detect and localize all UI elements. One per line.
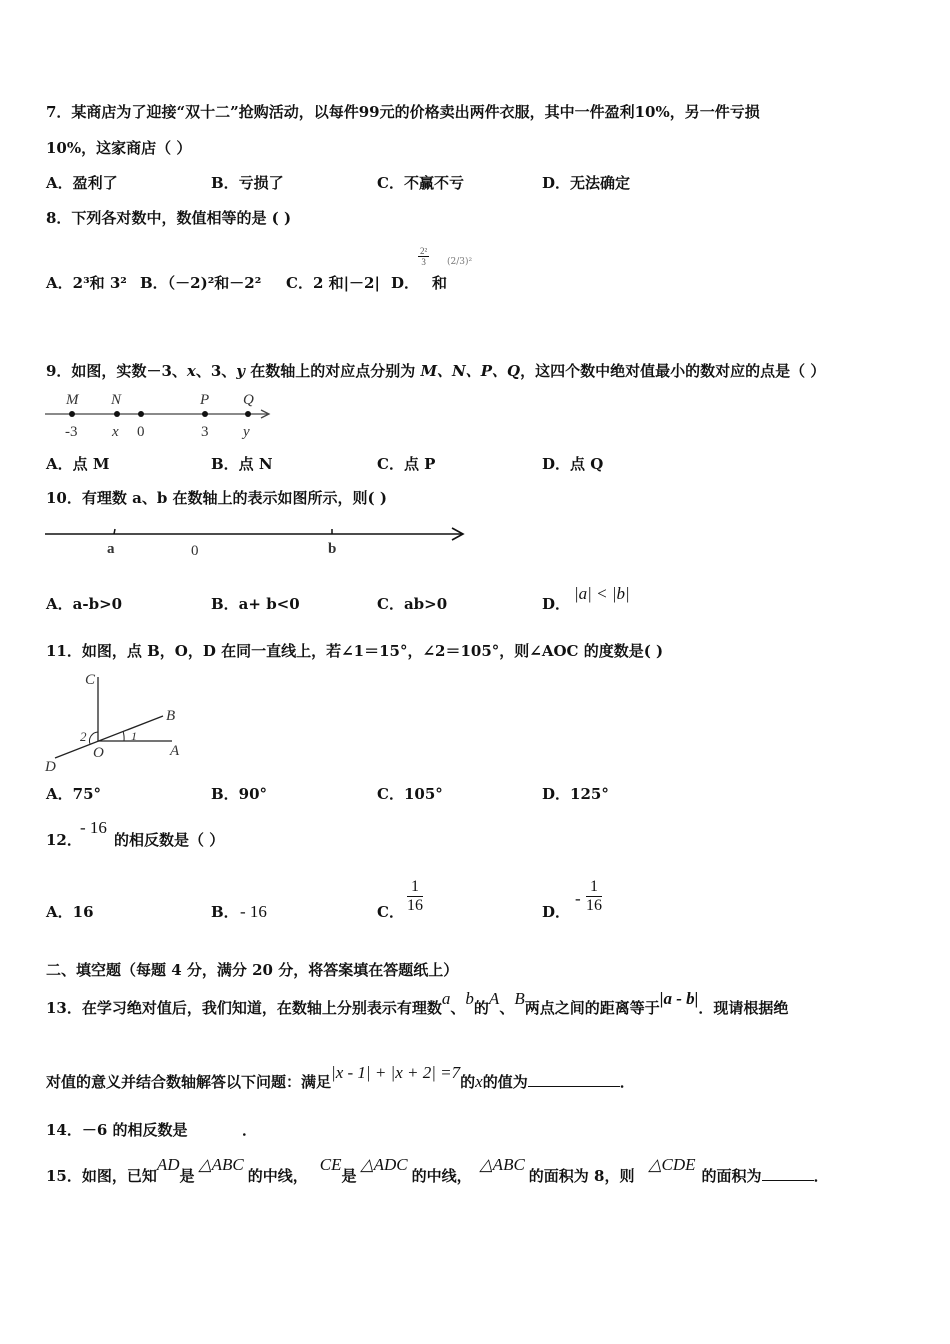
label-2: 2 (80, 729, 87, 744)
q12-option-b-label: B． (211, 903, 239, 921)
q11-stem: 11．如图，点 B，O，D 在同一直线上，若∠1＝15°，∠2＝105°，则∠AOC 的度数是( ) (46, 642, 664, 660)
q13-line2-mid: 的 (460, 1073, 476, 1091)
q15-text5: 的中线， (411, 1167, 472, 1185)
q15-text3: 的中线， (247, 1167, 308, 1185)
label-d: D (45, 759, 56, 775)
label-y: y (243, 424, 250, 440)
q15-text2: 是 (179, 1167, 195, 1185)
q8-option-a: A．2³和 3² (46, 274, 127, 292)
q7-option-d: D．无法确定 (542, 174, 631, 192)
sep: 、 (499, 999, 515, 1017)
triangle-cde: △CDE (648, 1155, 696, 1174)
section-fill-in-heading: 二、填空题（每题 4 分，满分 20 分，将答案填在答题纸上） (46, 961, 459, 979)
answer-blank (528, 1086, 620, 1087)
q8-option-d-label: D． (391, 274, 420, 292)
q11-option-b: B．90° (211, 785, 268, 803)
label-b: B (166, 708, 176, 724)
q9-stem-post: ，这四个数中绝对值最小的数对应的点是（ ） (520, 362, 826, 380)
q12-number: 12． (46, 831, 82, 849)
q13-text2: 的 (473, 999, 489, 1017)
q13-line2-post: 的值为 (482, 1073, 528, 1091)
q13-equation: |x - 1| + |x + 2| =7 (331, 1063, 461, 1082)
label-x: x (112, 424, 119, 440)
q14-stem: 14．－6 的相反数是 (46, 1121, 188, 1139)
q12-expr: - 16 (80, 818, 107, 837)
label-q: Q (243, 392, 254, 408)
var-b: b (465, 989, 474, 1008)
q9-stem-pre: 9．如图，实数－3、 (46, 362, 187, 380)
q15-text4: 是 (341, 1167, 357, 1185)
q11-option-a: A．75° (46, 785, 102, 803)
answer-blank (762, 1180, 814, 1181)
label-0: 0 (137, 424, 145, 440)
triangle-abc: △ABC (198, 1155, 244, 1174)
q7-stem-line2: 10%，这家商店（ ） (46, 139, 192, 157)
q15-text7: 的面积为 (701, 1167, 762, 1185)
label-1: 1 (131, 729, 137, 743)
var-x: x (186, 362, 196, 380)
q9-stem-mid1: 、3、 (195, 362, 237, 380)
q13-text3: 两点之间的距离等于 (524, 999, 660, 1017)
segment-ad: AD (156, 1155, 180, 1174)
point-b: B (514, 989, 525, 1008)
q11-option-c: C．105° (377, 785, 443, 803)
denominator: 3 (421, 257, 426, 267)
q12-option-b-value: - 16 (240, 902, 267, 921)
q9-option-c: C．点 P (377, 455, 436, 473)
numerator: 1 (407, 878, 423, 897)
triangle-abc-2: △ABC (479, 1155, 525, 1174)
q7-option-b: B．亏损了 (211, 174, 284, 192)
denominator: 16 (586, 897, 602, 914)
q8-option-b: B．（－2)²和－2² (140, 274, 262, 292)
line-db (55, 716, 163, 758)
q13-text4: ．现请根据绝 (698, 999, 789, 1017)
q13-text1: 13．在学习绝对值后，我们知道，在数轴上分别表示有理数 (46, 999, 442, 1017)
q9-option-a: A．点 M (46, 455, 110, 473)
q14-end: ． (242, 1121, 258, 1139)
numerator: 1 (586, 878, 602, 897)
triangle-adc: △ADC (360, 1155, 408, 1174)
q8-option-d-and: 和 (432, 274, 448, 292)
q10-stem: 10．有理数 a、b 在数轴上的表示如图所示，则( ) (46, 489, 387, 507)
q8-option-c: C．2 和|－2| (286, 274, 380, 292)
q9-option-b: B．点 N (211, 455, 273, 473)
label-minus3: -3 (65, 424, 78, 440)
q10-option-a: A．a-b>0 (46, 595, 123, 613)
var-a: a (441, 989, 451, 1008)
abs-a-minus-b: |a - b| (659, 989, 699, 1008)
q7-option-c: C．不赢不亏 (377, 174, 464, 192)
label-c: C (85, 672, 96, 688)
q13-end: ． (619, 1073, 635, 1091)
sep: 、 (450, 999, 466, 1017)
q9-points: M、N、P、Q (420, 362, 521, 380)
q8-option-d-power: (2/3)² (447, 257, 473, 267)
q11-option-d: D．125° (542, 785, 609, 803)
q10-option-b: B．a+ b<0 (211, 595, 300, 613)
label-a: A (170, 743, 180, 759)
q8-stem: 8．下列各对数中，数值相等的是 ( ) (46, 209, 292, 227)
q15-text6: 的面积为 8，则 (528, 1167, 635, 1185)
q13-line2-pre: 对值的意义并结合数轴解答以下问题：满足 (46, 1073, 332, 1091)
label-o: O (93, 745, 104, 761)
q15-text1: 15．如图，已知 (46, 1167, 157, 1185)
q13-line1 (46, 989, 789, 1018)
q12-option-c-fraction (407, 878, 423, 915)
q12-stem: 的相反数是（ ） (114, 831, 225, 849)
label-0: 0 (191, 543, 199, 559)
q12-option-d-sign: - (575, 889, 581, 908)
q7-option-a: A．盈利了 (46, 174, 118, 192)
q9-option-d: D．点 Q (542, 455, 604, 473)
point-a: A (488, 989, 500, 1008)
label-m: M (66, 392, 79, 408)
q10-option-d-expr: |a| < |b| (574, 584, 630, 603)
label-a: a (107, 541, 115, 557)
q12-option-c-label: C． (377, 903, 404, 921)
var-y: y (236, 362, 245, 380)
numerator: 2² (420, 246, 428, 256)
label-b: b (328, 541, 337, 557)
segment-ce: CE (319, 1155, 342, 1174)
denominator: 16 (407, 897, 423, 914)
q15-end: ． (813, 1167, 829, 1185)
q7-stem-line1: 7．某商店为了迎接“双十二”抢购活动，以每件99元的价格卖出两件衣服，其中一件盈利10%，另一件亏损 (46, 103, 760, 121)
label-n: N (111, 392, 122, 408)
q10-option-c: C．ab>0 (377, 595, 448, 613)
q15-stem (46, 1155, 829, 1186)
q9-stem-mid2: 在数轴上的对应点分别为 (244, 362, 421, 380)
q12-option-d-label: D． (542, 903, 571, 921)
var-x: x (475, 1072, 483, 1091)
label-3: 3 (201, 424, 209, 440)
q12-option-d-fraction (586, 878, 602, 915)
q12-option-a: A．16 (46, 903, 94, 921)
q13-line2 (46, 1063, 635, 1092)
label-p: P (200, 392, 210, 408)
angle-1-arc (123, 731, 124, 741)
q10-option-d: D． (542, 595, 571, 613)
